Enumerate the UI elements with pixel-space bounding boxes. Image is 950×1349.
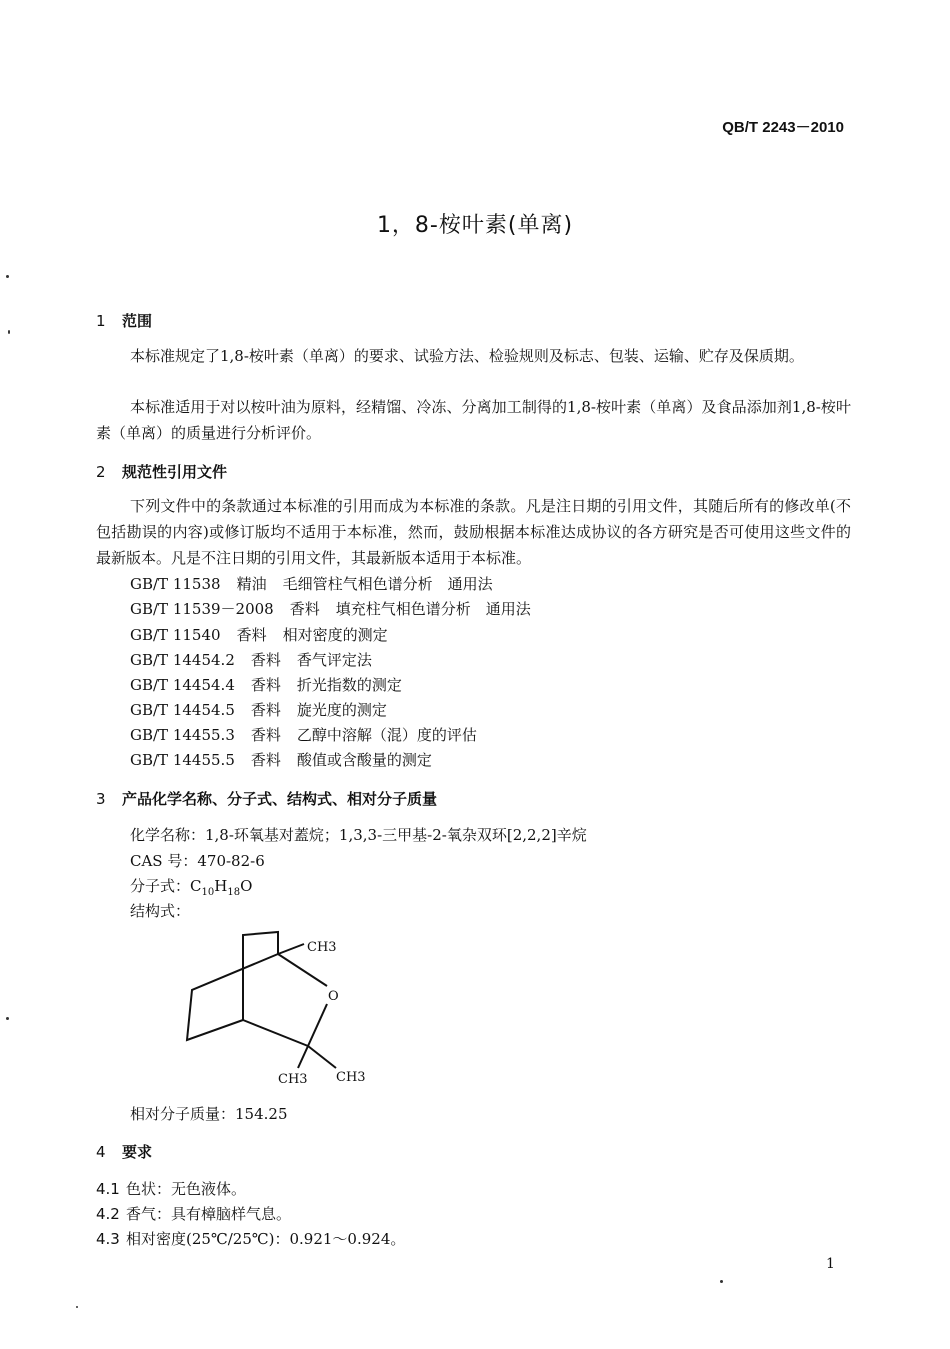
section-1-paragraph-1: 本标准规定了1,8-桉叶素（单离）的要求、试验方法、检验规则及标志、包装、运输、贮存及保质期。	[130, 347, 804, 365]
section-title: 产品化学名称、分子式、结构式、相对分子质量	[122, 790, 438, 808]
reference-description: 酸值或含酸量的测定	[296, 751, 432, 769]
reference-item	[130, 699, 387, 720]
document-code: QB/T 2243－2010	[722, 119, 844, 136]
scan-speck	[720, 1280, 723, 1283]
scan-speck	[6, 1017, 9, 1020]
scan-speck	[76, 1306, 78, 1308]
section-title: 规范性引用文件	[122, 463, 228, 481]
reference-category: 香料	[289, 600, 320, 618]
reference-code: GB/T 11539－2008	[130, 600, 274, 618]
section-4-heading	[96, 1141, 152, 1162]
reference-description: 填充柱气相色谱分析 通用法	[335, 600, 531, 618]
requirement-item	[96, 1178, 246, 1199]
carbon-bond	[243, 1020, 308, 1046]
ring-bond	[187, 954, 278, 1040]
oxygen-bond	[278, 954, 327, 986]
reference-code: GB/T 14454.5	[130, 701, 235, 719]
section-1-paragraph-2: 本标准适用于对以桉叶油为原料，经精馏、冷冻、分离加工制得的1,8-桉叶素（单离）及食品添加剂1,8-桉叶素（单离）的质量进行分析评价。	[96, 398, 851, 442]
reference-item	[130, 624, 388, 645]
requirement-item	[96, 1203, 291, 1224]
structural-formula-diagram	[170, 920, 390, 1095]
requirement-number: 4.2	[96, 1205, 120, 1223]
reference-code: GB/T 14454.2	[130, 651, 235, 669]
reference-description: 毛细管柱气相色谱分析 通用法	[282, 575, 493, 593]
formula-label: 分子式：	[130, 877, 191, 895]
section-number: 3	[96, 790, 106, 808]
methyl-bond	[298, 1046, 308, 1068]
reference-code: GB/T 11540	[130, 626, 221, 644]
reference-item	[130, 598, 531, 619]
bridge-bond	[243, 932, 278, 1020]
section-2-heading	[96, 461, 227, 482]
section-number: 2	[96, 463, 106, 481]
section-1-heading	[96, 310, 152, 331]
requirement-text: 相对密度(25℃/25℃)：0.921～0.924。	[126, 1230, 406, 1248]
molecular-formula	[130, 875, 252, 898]
reference-item	[130, 724, 477, 745]
reference-category: 香料	[236, 626, 267, 644]
formula-hydrogen: H	[214, 877, 228, 895]
ch3-label: CH3	[278, 1072, 308, 1087]
reference-description: 旋光度的测定	[296, 701, 387, 719]
requirement-number: 4.3	[96, 1230, 120, 1248]
section-number: 4	[96, 1143, 106, 1161]
page-number: 1	[826, 1256, 835, 1272]
document-title: 1，8-桉叶素(单离)	[376, 213, 574, 238]
requirement-number: 4.1	[96, 1180, 120, 1198]
formula-carbon: C	[190, 877, 202, 895]
methyl-bond	[278, 944, 304, 954]
scan-speck	[8, 330, 10, 334]
oxygen-bond	[308, 1004, 327, 1046]
reference-item	[130, 674, 402, 695]
requirement-text: 色状：无色液体。	[126, 1180, 247, 1198]
reference-category: 香料	[250, 701, 281, 719]
reference-description: 折光指数的测定	[296, 676, 402, 694]
formula-carbon-count: 10	[201, 887, 215, 898]
reference-description: 香气评定法	[296, 651, 372, 669]
reference-item	[130, 649, 372, 670]
requirement-text: 香气：具有樟脑样气息。	[126, 1205, 292, 1223]
chemical-name: 化学名称：1,8-环氧基对蓋烷；1,3,3-三甲基-2-氧杂双环[2,2,2]辛烷	[130, 826, 587, 844]
ch3-label: CH3	[307, 940, 337, 955]
reference-category: 香料	[250, 676, 281, 694]
reference-code: GB/T 14455.3	[130, 726, 235, 744]
reference-code: GB/T 14454.4	[130, 676, 235, 694]
formula-hydrogen-count: 18	[227, 887, 241, 898]
scan-speck	[6, 275, 9, 278]
molecular-mass: 相对分子质量：154.25	[130, 1105, 288, 1123]
section-3-heading	[96, 788, 437, 809]
oxygen-label: O	[328, 989, 339, 1004]
formula-oxygen: O	[240, 877, 253, 895]
reference-category: 香料	[250, 651, 281, 669]
section-2-paragraph: 下列文件中的条款通过本标准的引用而成为本标准的条款。凡是注日期的引用文件，其随后所有的修改单(不包括勘误的内容)或修订版均不适用于本标准，然而，鼓励根据本标准达成协议的各方研究是否可使用这些文件的最新版本。凡是不注日期的引用文件，其最新版本适用于本标准。	[96, 497, 851, 567]
reference-item	[130, 573, 493, 594]
reference-code: GB/T 11538	[130, 575, 221, 593]
reference-description: 相对密度的测定	[282, 626, 388, 644]
requirement-item	[96, 1228, 405, 1249]
reference-description: 乙醇中溶解（混）度的评估	[296, 726, 477, 744]
methyl-bond	[308, 1046, 336, 1068]
cas-number: CAS 号：470-82-6	[130, 852, 265, 870]
reference-category: 精油	[236, 575, 267, 593]
ch3-label: CH3	[336, 1070, 366, 1085]
reference-category: 香料	[250, 726, 281, 744]
reference-code: GB/T 14455.5	[130, 751, 235, 769]
section-title: 范围	[122, 312, 153, 330]
reference-item	[130, 749, 432, 770]
structure-label: 结构式：	[130, 902, 191, 920]
section-title: 要求	[122, 1143, 153, 1161]
reference-category: 香料	[250, 751, 281, 769]
section-number: 1	[96, 312, 106, 330]
